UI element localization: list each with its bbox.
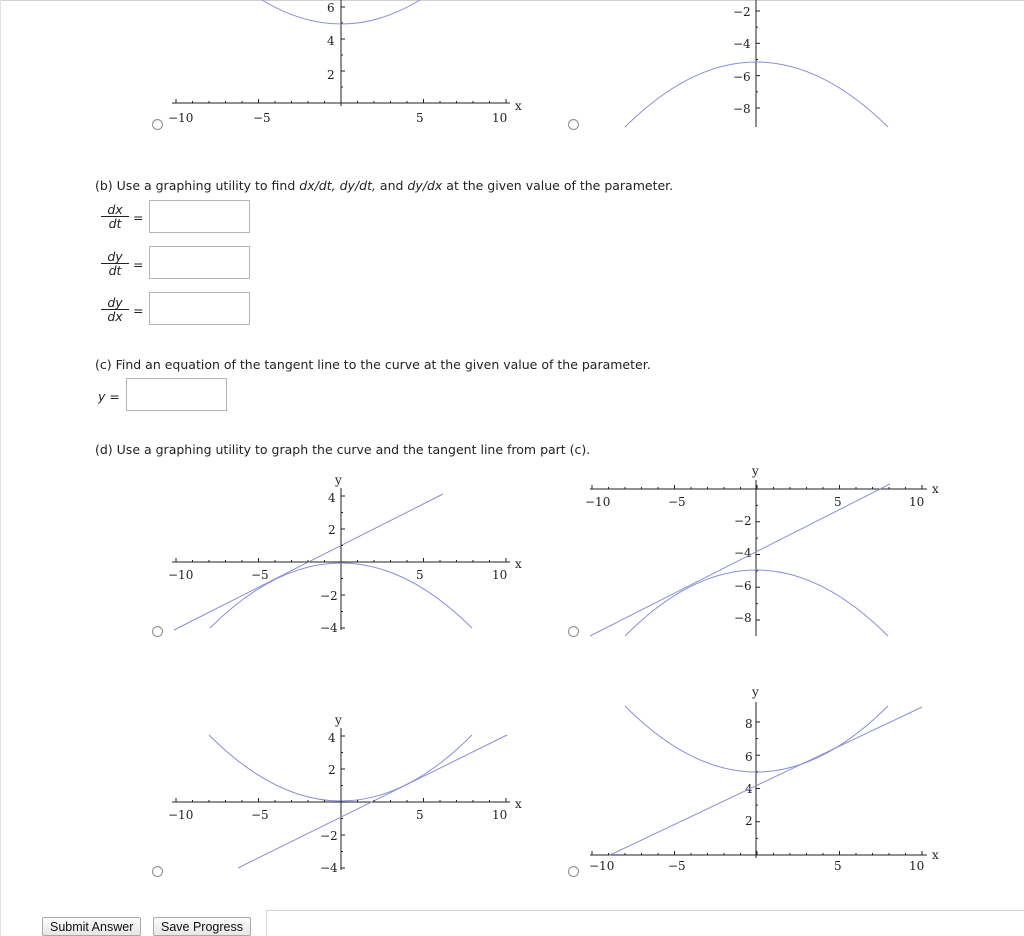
y-tick-label: 8 <box>745 717 753 731</box>
y-tick-label: −2 <box>733 5 751 19</box>
y-axis-label: y <box>752 685 759 699</box>
tangent-line-input[interactable] <box>126 378 227 411</box>
y-tick-label: 4 <box>328 491 336 505</box>
graph-d-3 <box>168 713 522 875</box>
y-tick-label: −8 <box>734 611 752 625</box>
y-tick-label: 2 <box>328 763 336 777</box>
x-tick-label: 5 <box>416 111 424 125</box>
y-tick-label: −2 <box>320 829 338 843</box>
x-axis-label: x <box>515 557 522 571</box>
x-tick-label: −5 <box>253 111 271 125</box>
radio-option-a2[interactable] <box>568 119 579 130</box>
y-tick-label: −8 <box>733 102 751 116</box>
x-tick-label: 5 <box>834 495 842 509</box>
y-tick-label: −4 <box>320 861 338 875</box>
graph-d-4 <box>589 685 939 873</box>
y-tick-label: 2 <box>745 814 753 828</box>
y-tick-label: 6 <box>745 750 753 764</box>
dy-dt-input[interactable] <box>149 246 250 279</box>
ticks-d4-x <box>592 851 922 855</box>
ticks-d2-y <box>756 489 760 620</box>
y-tick-label: 4 <box>328 731 336 745</box>
equals-sign: = <box>133 210 144 225</box>
part-b-prompt: (b) Use a graphing utility to find dx/dt, dy/dt, and dy/dx at the given value of the parameter. <box>95 178 674 193</box>
submit-answer-button[interactable]: Submit Answer <box>42 917 141 936</box>
y-tick-label: −4 <box>733 37 751 51</box>
y-tick-label: 2 <box>327 68 335 82</box>
y-equals-label: y = <box>98 389 120 404</box>
graph-d-1 <box>168 473 522 635</box>
x-tick-label: 10 <box>492 111 508 125</box>
x-axis-label: x <box>932 482 939 496</box>
part-d-prompt: (d) Use a graphing utility to graph the curve and the tangent line from part (c). <box>95 442 591 457</box>
x-tick-label: −10 <box>168 568 194 582</box>
y-tick-label: −4 <box>320 621 338 635</box>
graph-a-1 <box>168 0 522 125</box>
x-tick-label: −10 <box>168 111 194 125</box>
x-tick-label: 5 <box>416 808 424 822</box>
x-tick-label: −5 <box>668 859 686 873</box>
ticks-d3-x <box>176 798 506 802</box>
ticks-a1-x <box>176 99 506 103</box>
y-tick-label: −6 <box>733 70 751 84</box>
bottom-panel <box>266 910 1024 936</box>
ticks-a2-y <box>756 11 760 108</box>
radio-option-d4[interactable] <box>568 866 579 877</box>
y-axis-label: y <box>752 464 759 478</box>
fraction-dx-dt: $\frac{dx}{dt}$ <box>101 203 129 231</box>
y-axis-label: y <box>335 473 342 487</box>
x-tick-label: −10 <box>589 859 615 873</box>
ticks-d1-y <box>341 496 345 628</box>
ticks-d1-x <box>176 558 506 562</box>
x-tick-label: 10 <box>909 859 925 873</box>
x-tick-label: −5 <box>251 808 269 822</box>
radio-option-d3[interactable] <box>152 866 163 877</box>
ticks-d2-x <box>592 485 922 489</box>
x-axis-label: x <box>515 99 522 113</box>
equals-sign: = <box>133 303 144 318</box>
equals-sign: = <box>133 257 144 272</box>
x-tick-label: −10 <box>168 808 194 822</box>
save-progress-button[interactable]: Save Progress <box>153 917 251 936</box>
y-tick-label: −2 <box>320 589 338 603</box>
fraction-dy-dt: $\frac{dy}{dt}$ <box>101 250 129 278</box>
radio-option-a1[interactable] <box>152 119 163 130</box>
y-tick-label: −2 <box>734 514 752 528</box>
x-axis-label: x <box>932 848 939 862</box>
y-tick-label: 6 <box>327 1 335 15</box>
x-tick-label: −5 <box>668 495 686 509</box>
x-tick-label: 5 <box>416 568 424 582</box>
ticks-a1-y <box>341 7 345 103</box>
y-tick-label: −6 <box>734 579 752 593</box>
y-tick-label: 4 <box>327 34 335 48</box>
part-c-prompt: (c) Find an equation of the tangent line to the curve at the given value of the parameter. <box>95 357 651 372</box>
x-tick-label: 10 <box>492 808 508 822</box>
graph-d-2 <box>585 464 939 636</box>
x-tick-label: −5 <box>251 568 269 582</box>
radio-option-d2[interactable] <box>568 626 579 637</box>
y-tick-label: −4 <box>734 546 752 560</box>
x-tick-label: −10 <box>585 495 611 509</box>
dy-dx-input[interactable] <box>149 292 250 325</box>
fraction-dy-dx: $\frac{dy}{dx}$ <box>101 296 129 324</box>
x-tick-label: 10 <box>492 568 508 582</box>
y-tick-label: 2 <box>328 523 336 537</box>
x-tick-label: 10 <box>909 495 925 509</box>
tangent-line <box>610 707 922 855</box>
x-axis-label: x <box>515 797 522 811</box>
x-tick-label: 5 <box>834 859 842 873</box>
ticks-d3-y <box>341 736 345 868</box>
radio-option-d1[interactable] <box>152 626 163 637</box>
y-tick-label: 4 <box>745 782 753 796</box>
dx-dt-input[interactable] <box>149 200 250 233</box>
y-axis-label: y <box>335 713 342 727</box>
ticks-d4-y <box>756 722 760 855</box>
